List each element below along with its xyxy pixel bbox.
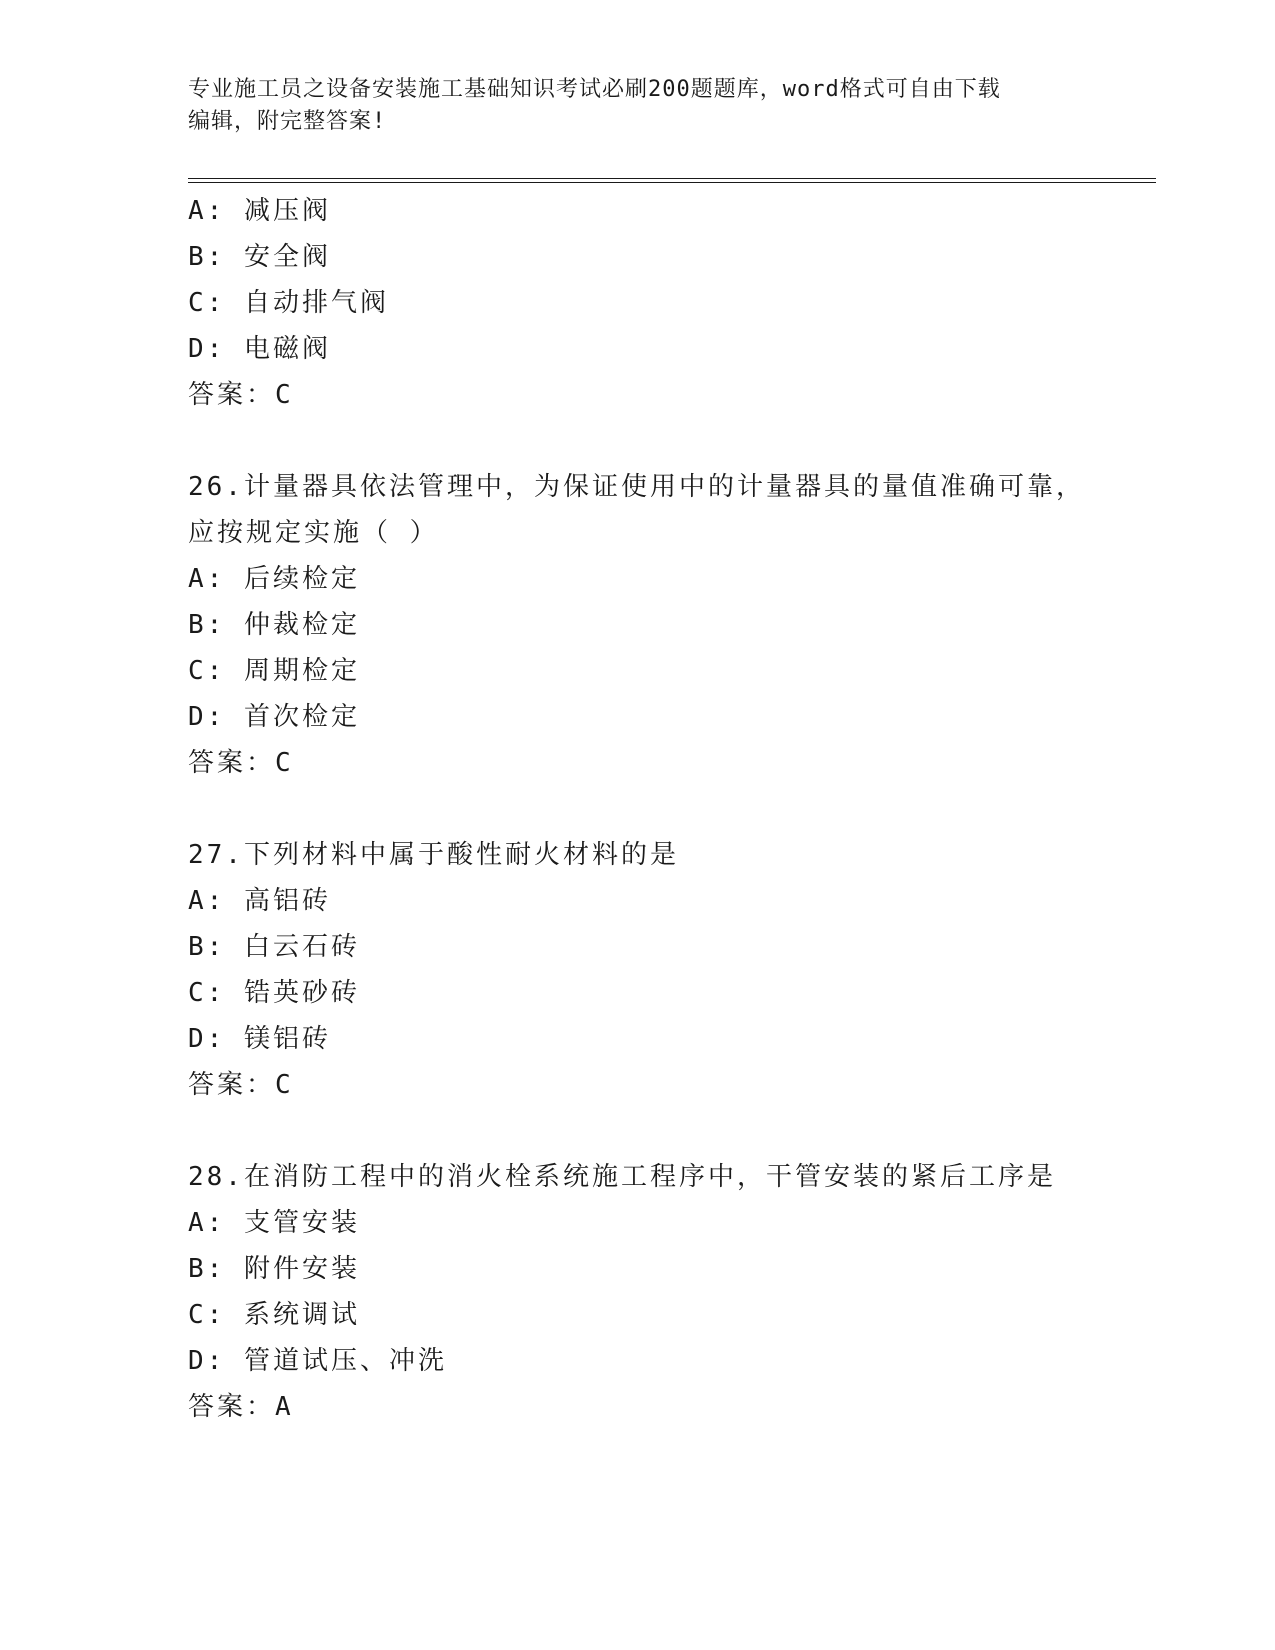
answer-line: 答案：C (188, 1070, 294, 1100)
option-d: D: 首次检定 (188, 702, 360, 732)
header-line-1: 专业施工员之设备安装施工基础知识考试必刷200题题库，word格式可自由下载 (188, 77, 1001, 102)
option-a: A: 支管安装 (188, 1208, 360, 1238)
question-text-line: 27.下列材料中属于酸性耐火材料的是 (188, 840, 679, 870)
question-text-line: 应按规定实施（ ） (188, 518, 439, 548)
answer-line: 答案：C (188, 380, 294, 410)
spacer (188, 418, 1088, 464)
document-header (188, 74, 1088, 138)
question-block-26 (188, 464, 1088, 786)
question-block-28 (188, 1154, 1088, 1430)
spacer (188, 786, 1088, 832)
option-a: A: 高铝砖 (188, 886, 331, 916)
option-d: D: 管道试压、冲洗 (188, 1346, 447, 1376)
question-text-line: 28.在消防工程中的消火栓系统施工程序中，干管安装的紧后工序是 (188, 1162, 1056, 1192)
header-divider (188, 178, 1156, 183)
option-a: A: 后续检定 (188, 564, 360, 594)
question-block-25 (188, 188, 1088, 418)
option-c: C: 自动排气阀 (188, 288, 389, 318)
option-d: D: 镁铝砖 (188, 1024, 331, 1054)
option-b: B: 白云石砖 (188, 932, 360, 962)
option-b: B: 安全阀 (188, 242, 331, 272)
answer-line: 答案：C (188, 748, 294, 778)
answer-line: 答案：A (188, 1392, 294, 1422)
header-line-2: 编辑，附完整答案! (188, 109, 387, 134)
option-d: D: 电磁阀 (188, 334, 331, 364)
option-c: C: 周期检定 (188, 656, 360, 686)
option-c: C: 锆英砂砖 (188, 978, 360, 1008)
option-b: B: 仲裁检定 (188, 610, 360, 640)
option-b: B: 附件安装 (188, 1254, 360, 1284)
question-text-line: 26.计量器具依法管理中，为保证使用中的计量器具的量值准确可靠， (188, 472, 1085, 502)
spacer (188, 1108, 1088, 1154)
option-c: C: 系统调试 (188, 1300, 360, 1330)
option-a: A: 减压阀 (188, 196, 331, 226)
question-block-27 (188, 832, 1088, 1108)
question-list (188, 188, 1088, 1430)
